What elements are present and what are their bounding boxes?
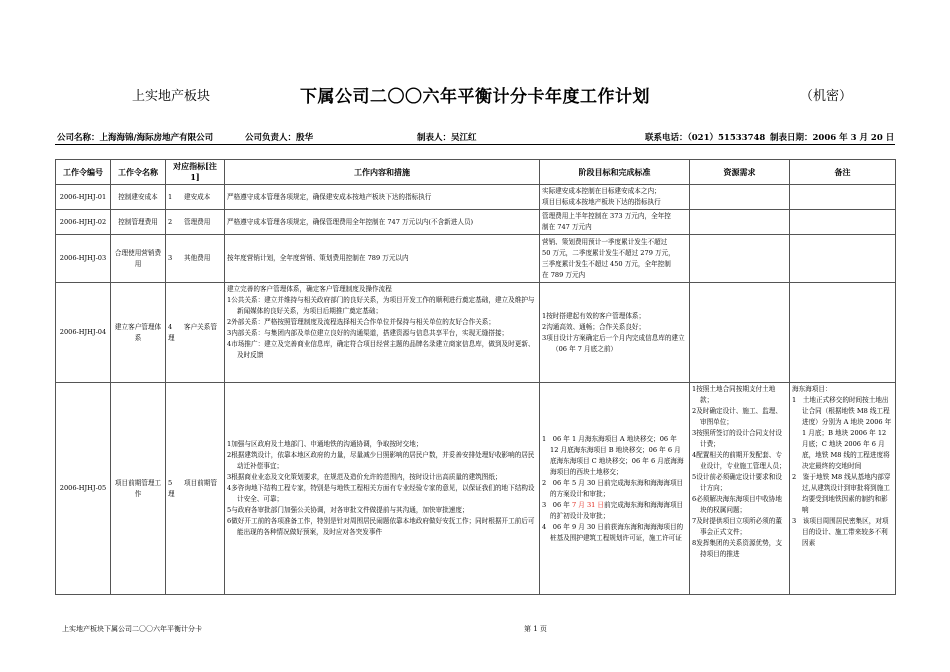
table-row: [56, 283, 896, 383]
prepare-date: 制表日期：2006 年 3 月 20 日: [770, 133, 895, 143]
content-line: 按年度营销计划，全年度营销、策划费用控制在 789 万元以内: [227, 254, 409, 262]
indicator-number: 4: [168, 322, 173, 331]
table-row: [56, 185, 896, 210]
goal-line: 3项目设计方案确定后一个月内完成信息库的建立（06 年 7 月底之前）: [542, 333, 685, 353]
resource-line: 8发挥集团的关系资源优势，支持项目的推进: [692, 539, 782, 558]
row-name: 控制建安成本: [111, 185, 166, 210]
indicator-number: 3: [168, 254, 173, 262]
row-content: [225, 383, 540, 595]
col-header-remark: 备注: [790, 160, 896, 185]
row-resource: [690, 210, 790, 235]
content-line: 1加强与区政府及土地部门、申通地铁的沟通协调，争取按时交地；: [227, 440, 423, 448]
col-header-goal: 阶段目标和完成标准: [540, 160, 690, 185]
header-divider: [55, 144, 895, 145]
row-content: [225, 235, 540, 283]
row-id: 2006-HJHJ-02: [56, 210, 111, 235]
row-indicator: [166, 283, 225, 383]
goal-line: 制在 747 万元内: [542, 223, 592, 231]
content-line: 1公共关系：建立并维持与相关政府部门的良好关系，为项目开发工作的顺利进行奠定基础，建立及维护与新闻媒体的良好关系，为项目后期推广奠定基础；: [227, 296, 535, 315]
row-resource: [690, 283, 790, 383]
row-id: 2006-HJHJ-04: [56, 283, 111, 383]
goal-line: 1按时搭建起有效的客户管理体系；: [542, 311, 646, 320]
content-line: 2外部关系：严格按照管理制度及流程选择相关合作单位并保持与相关单位的友好合作关系；: [227, 318, 495, 326]
row-remark: [790, 383, 896, 595]
remark-line: 1 土地正式移交的时间按土地出让合同（根据地铁 M8 线工程进度）分别为 A 地块 2006 年 1 月底；B 地块 2006 年 12 月底；C 地块 2006 年 6 月底，地铁 M8 线的工程进度将决定最终的交地时间: [792, 396, 892, 470]
indicator-label: 项目前期管理: [168, 478, 217, 498]
content-line: 5与政府各审批部门加强公关协调，对各审批文件做提前与其沟通，加快审批速度；: [227, 506, 469, 514]
resource-line: 3按照所签订的设计合同支付设计费；: [692, 429, 782, 448]
goal-line-highlight: 3 06 年 7 月 31 日前完成海东海和海海海项目的扩初设计及审批；: [542, 500, 684, 520]
content-line: 严格遵守成本管理各项规定，确保管理费用全年控制在 747 万元以内(不含新进人员): [227, 217, 474, 226]
row-id: 2006-HJHJ-05: [56, 383, 111, 595]
row-goal: [540, 383, 690, 595]
indicator-number: 1: [168, 192, 173, 201]
row-indicator: [166, 185, 225, 210]
resource-line: 1按照土地合同按期支付土地款；: [692, 385, 776, 404]
col-header-resource: 资源需求: [690, 160, 790, 185]
document-title: 下属公司二〇〇六年平衡计分卡年度工作计划: [300, 87, 650, 107]
row-name: 控制管理费用: [111, 210, 166, 235]
work-plan-table: [55, 159, 896, 595]
row-content: [225, 283, 540, 383]
goal-line: 营销、策划费用预计一季度累计发生不超过: [542, 237, 668, 246]
row-resource: [690, 383, 790, 595]
col-header-content: 工作内容和措施: [225, 160, 540, 185]
resource-line: 6必须解决海东海项目中收协地块的权属问题；: [692, 495, 782, 514]
row-goal: [540, 283, 690, 383]
remark-line: 2 鉴于地铁 M8 线从基地内部穿过,从建筑设计到审批将到施工均要受到地铁因素的制约和影响: [792, 473, 891, 514]
row-resource: [690, 185, 790, 210]
row-goal: [540, 185, 690, 210]
row-name: 合理使用营销费用: [111, 235, 166, 283]
row-content: [225, 185, 540, 210]
preparer: 制表人：吴江红: [417, 133, 477, 143]
indicator-number: 2: [168, 217, 173, 226]
row-remark: [790, 210, 896, 235]
resource-line: 2及时确定设计、施工、监理、审图单位；: [692, 407, 782, 426]
row-name: 项目前期管理工作: [111, 383, 166, 595]
indicator-label: 其他费用: [184, 254, 211, 262]
table-row: [56, 235, 896, 283]
row-id: 2006-HJHJ-03: [56, 235, 111, 283]
row-resource: [690, 235, 790, 283]
remark-line: 海东海项目：: [792, 385, 832, 393]
goal-line: 实际建安成本控制在目标建安成本之内；: [542, 187, 661, 195]
row-name: 建立客户管理体系: [111, 283, 166, 383]
company-name: 公司名称：上海海锦/海际房地产有限公司: [57, 133, 214, 143]
table-header-row: [56, 160, 896, 185]
goal-line: 2沟通高效、通畅；合作关系良好；: [542, 322, 646, 331]
content-line: 6做好开工前的各项准备工作，特别是针对周围居民闹题依靠本地政府做好安抚工作；同时根据开工前后可能出现的各种情况做好预案，及时应对各突发事件: [227, 517, 535, 536]
indicator-label: 建安成本: [184, 192, 211, 201]
goal-line: 管理费用上半年控制在 373 万元内，全年控: [542, 212, 671, 220]
goal-line: 2 06 年 5 月 30 日前完成海东海和海海海项目的方案设计和审批；: [542, 478, 684, 498]
goal-line: 项目目标成本按地产板块下达的指标执行: [542, 198, 661, 206]
content-line: 4市场推广：建立及完善商业信息库，确定符合项目经营主题的品牌名录建立商家信息库，做到及时更新、及时反馈: [227, 340, 535, 359]
company-manager: 公司负责人：殷华: [245, 133, 314, 143]
resource-line: 5设计前必须确定设计要求和设计方向；: [692, 473, 782, 492]
row-goal: [540, 235, 690, 283]
content-line: 建立完善的客户管理体系，确定客户管理制度及操作流程: [227, 285, 392, 293]
row-content: [225, 210, 540, 235]
col-header-indicator: 对应指标[注 1]: [166, 160, 225, 185]
contact-phone: 联系电话：（021）51533748: [645, 133, 766, 143]
remark-line: 3 该项目周围居民密集区，对项目的设计、施工带来较多不利因素: [792, 517, 889, 547]
page-number: 第 1 页: [524, 625, 547, 633]
header-segment-label: 上实地产板块: [132, 89, 211, 104]
row-id: 2006-HJHJ-01: [56, 185, 111, 210]
row-remark: [790, 185, 896, 210]
content-line: 2根据建筑设计，依靠本地区政府的力量，尽量减少日照影响的居民户数，并妥善安排处理好收影响的居民动迁补偿事宜；: [227, 451, 535, 470]
goal-line: 1 06 年 1 月海东海项目 A 地块移交；06 年 12 月底海东海项目 B 地块移交；06 年 6 月底海东海项目 C 地块移交；06 年 6 月底海海海项目的西块土地移交；: [542, 434, 684, 476]
row-indicator: [166, 235, 225, 283]
indicator-number: 5: [168, 478, 173, 487]
resource-line: 4配置相关的前期开发配套、专业设计，专业施工管理人员；: [692, 451, 786, 470]
goal-line: 在 789 万元内: [542, 270, 586, 279]
row-remark: [790, 235, 896, 283]
indicator-label: 客户关系管理: [168, 322, 217, 342]
highlighted-date: 7 月 31 日: [571, 500, 605, 509]
row-goal: [540, 210, 690, 235]
row-indicator: [166, 383, 225, 595]
resource-line: 7及时提供项目立项所必须的董事会正式文件；: [692, 517, 782, 536]
goal-line: 三季度累计发生不超过 450 万元，全年控制: [542, 259, 671, 268]
footer-doc-name: 上实地产板块下属公司二〇〇六年平衡计分卡: [62, 625, 202, 633]
content-line: 4多咨询地下结构工程专家，特别是与地铁工程相关方面有专业经验专家的意见，以保证我们的地下结构设计安全、可靠；: [227, 484, 535, 503]
confidential-label: （机密）: [800, 89, 853, 104]
row-indicator: [166, 210, 225, 235]
goal-line: 4 06 年 9 月 30 日前获海东海和海海海项目的桩基及围护建筑工程规划许可证，施工许可证: [542, 522, 684, 542]
col-header-id: 工作令编号: [56, 160, 111, 185]
table-row: [56, 210, 896, 235]
col-header-name: 工作令名称: [111, 160, 166, 185]
content-line: 严格遵守成本管理各项规定，确保建安成本按地产板块下达的指标执行: [227, 192, 432, 201]
row-remark: [790, 283, 896, 383]
indicator-label: 管理费用: [184, 217, 211, 226]
content-line: 3根据商业业态及文化策划要求，在规范及造价允许的范围内，按时设计出高质量的建筑图纸；: [227, 473, 502, 481]
content-line: 3内部关系：与集团内部及单位建立良好的沟通渠道，搭建资源与信息共享平台，实现无缝搭接；: [227, 329, 509, 337]
table-row: [56, 383, 896, 595]
goal-line: 50 万元，二季度累计发生不超过 279 万元，: [542, 248, 675, 257]
